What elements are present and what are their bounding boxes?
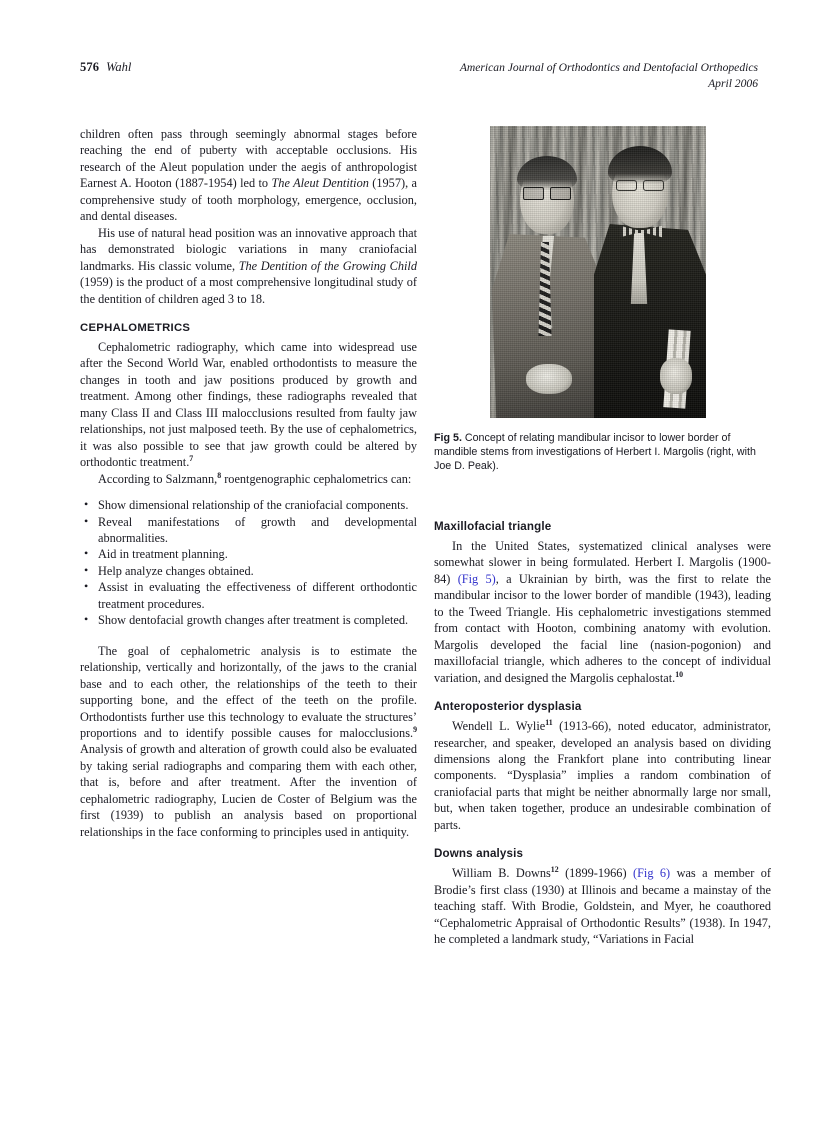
- footnote-marker-12[interactable]: 12: [550, 865, 559, 875]
- figure-caption-text: Concept of relating mandibular incisor to lower border of mandible stems from investigations of Herbert I. Margolis (right, with Joe D. Peak).: [434, 432, 756, 472]
- list-item: • Help analyze changes obtained.: [83, 563, 417, 579]
- figure-number: Fig 5.: [434, 432, 462, 444]
- list-item: • Aid in treatment planning.: [83, 546, 417, 562]
- page-number: 576: [80, 60, 100, 74]
- left-text-column: [80, 126, 417, 840]
- figure-caption: [434, 432, 771, 473]
- paragraph-anteroposterior-dysplasia: Wendell L. Wylie$^{11}$ (1913-66), noted educator, administrator, researcher, and speaker, developed an analysis based on dividing dimensions along the Frankfort plane into contributing linear components. “Dysplasia” implies a random combination of craniofacial parts that might be neither abnormally large nor small, but, when taken together, produce an undesirable combination of parts.: [434, 717, 771, 832]
- cross-reference-fig-5[interactable]: (Fig 5): [457, 571, 496, 586]
- book-title-growing-child: The Dentition of the Growing Child: [238, 258, 417, 273]
- section-heading-maxillofacial-triangle: Maxillofacial triangle: [434, 520, 552, 533]
- paragraph-cephalometric-radiography: Cephalometric radiography, which came into widespread use after the Second World War, enabled orthodontists to measure the changes in tooth and jaw positions produced by growth and treatment. Among other findings, these radiographs revealed that many Class II and Class III malocclusions resulted from faulty jaw relationships, not just malposed teeth. By the use of cephalometrics, it was also possible to see that jaw growth could be altered by orthodontic treatment.$^7$: [80, 339, 417, 470]
- cephalometrics-capabilities-list: [80, 497, 417, 629]
- photo-person-right-hand: [660, 358, 692, 394]
- footnote-marker-11[interactable]: 11: [545, 717, 553, 727]
- list-item: • Reveal manifestations of growth and developmental abnormalities.: [83, 514, 417, 547]
- footnote-marker-10[interactable]: 10: [675, 669, 684, 679]
- paragraph-downs-analysis: William B. Downs$^{12}$ (1899-1966) (Fig 6) was a member of Brodie’s first class (1930) at Illinois and became a mainstay of the teaching staff. With Brodie, Goldstein, and Myer, he coauthored “Cephalometric Appraisal of Orthodontic Results” (1938). In 1947, he completed a landmark study, “Variations in Facial: [434, 865, 771, 947]
- paragraph-continued: children often pass through seemingly abnormal stages before reaching the end of puberty with acceptable occlusions. His research of the Aleut population under the aegis of anthropologist Earnest A. Hooton (1887-1954) led to The Aleut Dentition (1957), a comprehensive study of tooth morphology, emergence, occlusion, and dental diseases.: [80, 127, 417, 224]
- photo-canvas: [490, 126, 706, 418]
- figure-5: [434, 126, 771, 473]
- photo-person-right-suit: [594, 224, 706, 418]
- footnote-marker-8[interactable]: 8: [217, 470, 222, 480]
- book-title-aleut-dentition: The Aleut Dentition: [271, 176, 369, 191]
- running-head-left: [80, 60, 131, 75]
- photo-person-left-hands: [526, 364, 572, 394]
- journal-title: American Journal of Orthodontics and Dentofacial Orthopedics: [459, 61, 758, 74]
- figure-photograph: [490, 126, 706, 418]
- issue-date: April 2006: [708, 76, 758, 90]
- right-text-column: [434, 506, 771, 948]
- paragraph-maxillofacial-triangle: In the United States, systematized clinical analyses were somewhat slower in being formulated. Herbert I. Margolis (1900-84) (Fig 5), a Ukrainian by birth, was the first to relate the mandibular incisor to the lower border of mandible (1943), leading to the Tweed Triangle. His cephalometric investigations stemmed from contact with Hooton, combining anatomy with evolution. Margolis developed the facial line (nasion-pogonion) and maxillofacial triangle, which adheres to the concept of individual variation, and designed the Margolis cephalostat.$^{10}$: [434, 539, 771, 685]
- author-name: Wahl: [106, 60, 132, 74]
- footnote-marker-7[interactable]: 7: [189, 454, 194, 464]
- cross-reference-fig-6[interactable]: (Fig 6): [632, 866, 671, 881]
- paragraph-spacer: [80, 629, 417, 643]
- list-item: • Show dentofacial growth changes after treatment is completed.: [83, 612, 417, 628]
- photo-person-right-eyeglasses: [616, 180, 664, 189]
- paragraph-natural-head-position: His use of natural head position was an innovative approach that has demonstrated biologic variations in many craniofacial landmarks. His classic volume, The Dentition of the Growing Child (1959) is the product of a most comprehensive longitudinal study of the dentition of children aged 3 to 18.: [80, 225, 417, 306]
- running-head: [80, 60, 758, 91]
- section-heading-cephalometrics: CEPHALOMETRICS: [80, 321, 191, 334]
- section-heading-anteroposterior-dysplasia: Anteroposterior dysplasia: [434, 700, 582, 714]
- list-item: • Show dimensional relationship of the craniofacial components.: [83, 497, 417, 513]
- section-heading-downs-analysis: Downs analysis: [434, 847, 524, 861]
- list-item: • Assist in evaluating the effectiveness of different orthodontic treatment procedures.: [83, 579, 417, 612]
- paragraph-goal-of-analysis: The goal of cephalometric analysis is to estimate the relationship, vertically and horizontally, of the jaws to the cranial base and to each other, the relationships of the teeth to their supporting bone, and the effect of the teeth on the profile. Orthodontists further use this technology to evaluate the structures’ proportions and to identify possible causes for malocclusions.$^9$ Analysis of growth and alteration of growth could also be evaluated by taking serial radiographs and comparing them with each other, that is, before and after treatment. After the invention of cephalometric radiography, Lucien de Coster of Belgium was the first (1939) to publish an analysis based on proportional relationships in the face conforming to principles used in antiquity.: [80, 643, 417, 839]
- photo-person-left-eyeglasses: [523, 187, 571, 198]
- paragraph-salzmann: According to Salzmann,$^8$ roentgenographic cephalometrics can:: [98, 470, 412, 486]
- running-head-right: [460, 60, 758, 91]
- footnote-marker-9[interactable]: 9: [413, 724, 417, 734]
